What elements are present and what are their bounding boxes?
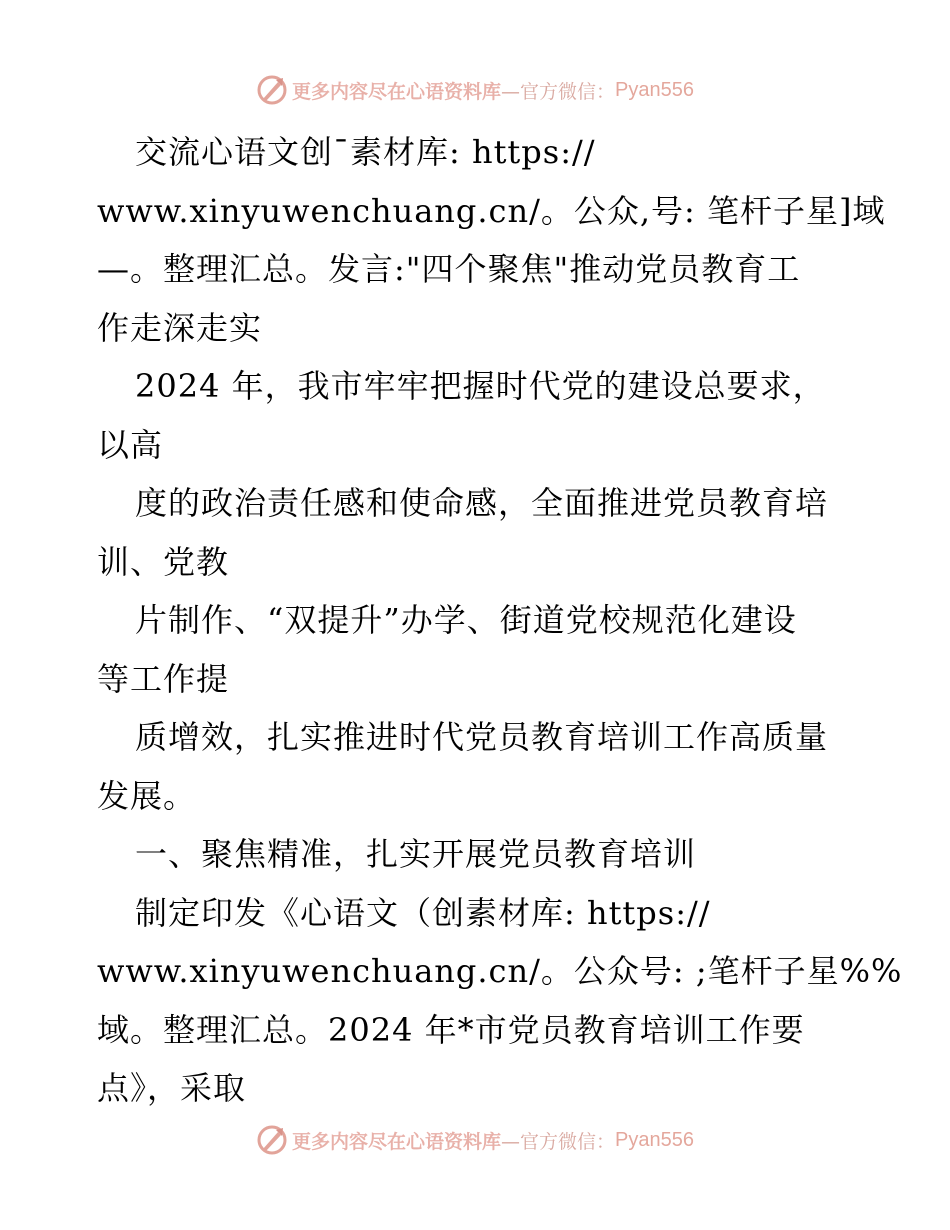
- text-line: 训、党教: [97, 542, 230, 581]
- text-line: 域。整理汇总。2024 年*市党员教育培训工作要: [97, 1010, 805, 1049]
- text-line: 质增效，扎实推进时代党员教育培训工作高质量: [135, 718, 829, 756]
- text-line: 交流心语文创¯素材库: https://: [135, 133, 596, 171]
- banner-title: 更多内容尽在心语资料库: [292, 1130, 502, 1153]
- text-line: 作走深走实: [97, 308, 263, 347]
- text-line: 点》，采取: [97, 1069, 247, 1107]
- document-body: [97, 123, 903, 1118]
- text-line: www.xinyuwenchuang.cn/。公众号: ;笔杆子星%%: [97, 952, 903, 990]
- banner-title: 更多内容尽在心语资料库: [292, 80, 502, 103]
- text-line: 度的政治责任感和使命感，全面推进党员教育培: [135, 484, 829, 522]
- text-line: 发展。: [97, 776, 197, 815]
- text-line: 以高: [97, 425, 164, 464]
- quill-logo-icon: [256, 74, 288, 106]
- text-line: 等工作提: [97, 659, 230, 698]
- text-line: 制定印发《心语文（创素材库: https://: [135, 893, 711, 932]
- quill-logo-icon: [256, 1124, 288, 1156]
- text-line: www.xinyuwenchuang.cn/。公众,号: 笔杆子星]域: [97, 191, 886, 230]
- banner-wechat-id: Pyan556: [615, 1128, 694, 1151]
- text-line: 2024 年，我市牢牢把握时代党的建设总要求，: [135, 367, 826, 405]
- banner-wechat-label: —官方微信：: [501, 1130, 616, 1153]
- text-line: —。整理汇总。发言:"四个聚焦"推动党员教育工: [97, 250, 801, 288]
- banner-wechat-id: Pyan556: [615, 78, 694, 101]
- footer-banner: [0, 1120, 950, 1160]
- banner-wechat-label: —官方微信：: [501, 80, 616, 103]
- section-heading: 一、聚焦精准，扎实开展党员教育培训: [135, 835, 697, 873]
- text-line: 片制作、“双提升”办学、街道党校规范化建设: [135, 601, 797, 639]
- header-banner: [0, 70, 950, 110]
